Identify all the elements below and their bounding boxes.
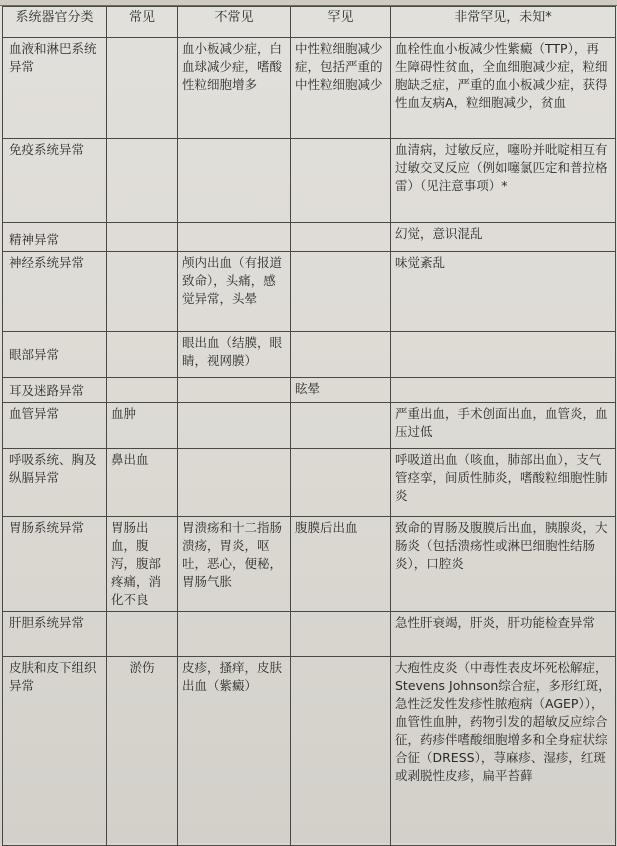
cell-rare: 中性粒细胞减少症，包括严重的中性粒细胞减少 [291, 38, 391, 139]
row-category: 胃肠系统异常 [3, 517, 107, 612]
header-uncommon: 不常见 [178, 7, 291, 38]
cell-rare [291, 139, 391, 223]
cell-uncommon: 血小板减少症，白血球减少症，嗜酸性粒细胞增多 [178, 38, 291, 139]
cell-very-rare [391, 332, 616, 378]
row-category: 呼吸系统、胸及纵膈异常 [3, 449, 107, 517]
table-row [3, 378, 616, 403]
cell-common: 鼻出血 [107, 449, 178, 517]
cell-common [107, 223, 178, 252]
cell-rare: 腹膜后出血 [291, 517, 391, 612]
table-row [3, 403, 616, 449]
cell-common [107, 139, 178, 223]
cell-very-rare: 急性肝衰竭，肝炎，肝功能检查异常 [391, 612, 616, 657]
cell-very-rare: 味觉紊乱 [391, 252, 616, 332]
cell-very-rare: 幻觉，意识混乱 [391, 223, 616, 252]
cell-common: 胃肠出血，腹泻，腹部疼痛，消化不良 [107, 517, 178, 612]
cell-very-rare: 血清病，过敏反应，噻吩并吡啶相互有过敏交叉反应（例如噻氯匹定和普拉格雷）（见注意事项）* [391, 139, 616, 223]
cell-uncommon [178, 223, 291, 252]
row-category: 精神异常 [3, 223, 107, 252]
adverse-reactions-table [2, 6, 616, 846]
header-rare: 罕见 [291, 7, 391, 38]
row-category: 皮肤和皮下组织异常 [3, 657, 107, 846]
table-row [3, 252, 616, 332]
cell-uncommon: 颅内出血（有报道致命），头痛，感觉异常，头晕 [178, 252, 291, 332]
table-row [3, 332, 616, 378]
cell-common [107, 332, 178, 378]
table-row [3, 38, 616, 139]
cell-uncommon: 胃溃疡和十二指肠溃疡，胃炎，呕吐，恶心，便秘，胃肠气胀 [178, 517, 291, 612]
cell-rare: 眩晕 [291, 378, 391, 403]
row-category: 耳及迷路异常 [3, 378, 107, 403]
cell-rare [291, 223, 391, 252]
table-row [3, 612, 616, 657]
cell-very-rare: 致命的胃肠及腹膜后出血，胰腺炎，大肠炎（包括溃疡性或淋巴细胞性结肠炎），口腔炎 [391, 517, 616, 612]
cell-uncommon [178, 378, 291, 403]
header-row [3, 7, 616, 38]
cell-common: 淤伤 [107, 657, 178, 846]
cell-rare [291, 657, 391, 846]
cell-very-rare: 血栓性血小板减少性紫癜（TTP），再生障碍性贫血，全血细胞减少症，粒细胞缺乏症，严重的血小板减少症，获得性血友病A，粒细胞减少，贫血 [391, 38, 616, 139]
cell-very-rare: 呼吸道出血（咳血，肺部出血），支气管痉挛，间质性肺炎，嗜酸粒细胞性肺炎 [391, 449, 616, 517]
row-category: 眼部异常 [3, 332, 107, 378]
cell-rare [291, 252, 391, 332]
cell-common [107, 612, 178, 657]
cell-uncommon [178, 139, 291, 223]
cell-uncommon [178, 449, 291, 517]
row-category: 血液和淋巴系统异常 [3, 38, 107, 139]
header-common: 常见 [107, 7, 178, 38]
cell-common [107, 252, 178, 332]
cell-uncommon: 眼出血（结膜，眼睛，视网膜） [178, 332, 291, 378]
cell-common [107, 378, 178, 403]
row-category: 免疫系统异常 [3, 139, 107, 223]
cell-very-rare: 大疱性皮炎（中毒性表皮坏死松解症，Stevens Johnson综合症，多形红斑，急性泛发性发疹性脓疱病（AGEP）），血管性血肿，药物引发的超敏反应综合征，药疹伴嗜酸细胞增多和全身症状综合征（DRESS），荨麻疹、湿疹，红斑或剥脱性皮疹，扁平苔藓 [391, 657, 616, 846]
cell-common [107, 38, 178, 139]
cell-rare [291, 403, 391, 449]
cell-uncommon: 皮疹，搔痒，皮肤出血（紫癜） [178, 657, 291, 846]
table-row [3, 223, 616, 252]
cell-rare [291, 612, 391, 657]
row-category: 血管异常 [3, 403, 107, 449]
header-very-rare: 非常罕见，未知* [391, 7, 616, 38]
row-category: 肝胆系统异常 [3, 612, 107, 657]
cell-very-rare [391, 378, 616, 403]
table-row [3, 517, 616, 612]
cell-rare [291, 449, 391, 517]
row-category: 神经系统异常 [3, 252, 107, 332]
cell-common: 血肿 [107, 403, 178, 449]
cell-uncommon [178, 403, 291, 449]
table-row [3, 657, 616, 846]
cell-uncommon [178, 612, 291, 657]
table-row [3, 139, 616, 223]
cell-very-rare: 严重出血，手术创面出血，血管炎，血压过低 [391, 403, 616, 449]
cell-rare [291, 332, 391, 378]
header-organ-class: 系统器官分类 [3, 7, 107, 38]
table-row [3, 449, 616, 517]
